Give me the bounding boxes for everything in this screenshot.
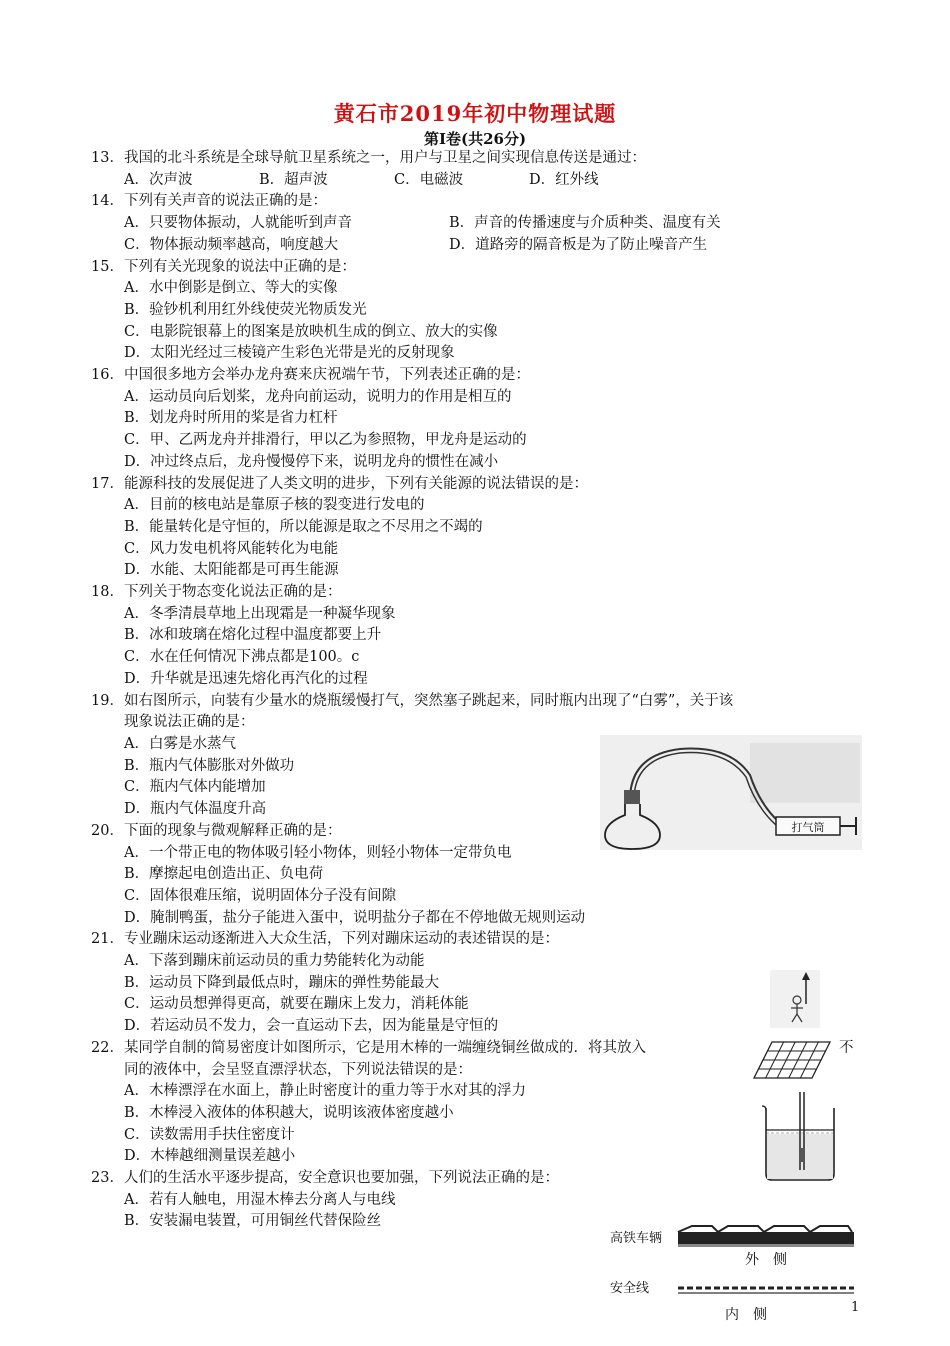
option-d: D．红外线 [529,171,599,188]
question-stem-line-1 [91,1038,861,1060]
safety-line-label: 安全线 [610,1281,650,1296]
option-d: D．升华就是迅速先熔化再汽化的过程 [124,670,368,687]
option-b: B．划龙舟时所用的桨是省力杠杆 [124,410,338,427]
question-18 [91,582,861,691]
option-d: D．若运动员不发力，会一直运动下去，因为能量是守恒的 [124,1018,499,1035]
pump-label: 打气筒 [791,821,825,834]
option-d: D．瓶内气体温度升高 [124,801,267,818]
option-b: B．声音的传播速度与介质种类、温度有关 [449,215,721,232]
question-stem-line-2: 现象说法正确的是： [124,714,255,731]
beaker-densimeter-figure [760,1090,840,1182]
option-b: B．木棒浸入液体的体积越大，说明该液体密度越小 [124,1104,454,1121]
option-c: C．水在任何情况下沸点都是100。c [124,649,360,666]
question-stem: 13．我国的北斗系统是全球导航卫星系统之一，用户与卫星之间实现信息传送是通过： [91,150,646,166]
train-platform-figure [608,1220,858,1342]
flask-pump-figure [600,735,862,850]
question-stem: 17．能源科技的发展促进了人类文明的进步，下列有关能源的说法错误的是： [91,475,588,492]
option-d: D．水能、太阳能都是可再生能源 [124,562,339,579]
question-stem-line-1: 19．如右图所示，向装有少量水的烧瓶缓慢打气，突然塞子跳起来，同时瓶内出现了“白雾”，关于该 [91,692,734,709]
option-d: D．腌制鸭蛋，盐分子能进入蛋中，说明盐分子都在不停地做无规则运动 [124,909,586,926]
option-row [91,235,861,257]
option-b: B．摩擦起电创造出正、负电荷 [124,866,324,883]
option-c: C．风力发电机将风能转化为电能 [124,540,339,557]
option-c: C．固体很难压缩，说明固体分子没有间隙 [124,887,397,904]
question-stem: 15．下列有关光现象的说法中正确的是： [91,258,356,275]
question-stem: 14．下列有关声音的说法正确的是： [91,193,327,210]
option-c: C．甲、乙两龙舟并排滑行，甲以乙为参照物，甲龙舟是运动的 [124,432,527,449]
question-13 [91,148,861,191]
question-list [91,148,861,1233]
page-number: 1 [851,1300,860,1315]
option-b: B．运动员下降到最低点时，蹦床的弹性势能最大 [124,974,440,991]
train-label: 高铁车辆 [610,1231,663,1246]
option-a: A．目前的核电站是靠原子核的裂变进行发电的 [124,497,425,514]
question-stem: 18．下列关于物态变化说法正确的是： [91,584,342,601]
option-b: B．验钞机利用红外线使荧光物质发光 [124,301,367,318]
question-stem: 23．人们的生活水平逐步提高，安全意识也要加强，下列说法正确的是： [91,1170,559,1187]
option-a: A．一个带正电的物体吸引轻小物体，则轻小物体一定带负电 [124,844,512,861]
option-d: D．冲过终点后，龙舟慢慢停下来，说明龙舟的惯性在减小 [124,453,499,470]
option-c: C．电磁波 [394,171,464,188]
outer-side-label: 外 侧 [745,1252,787,1268]
question-21 [91,929,861,1038]
option-a: A．只要物体振动，人就能听到声音 [124,215,352,232]
question-22 [91,1038,861,1168]
question-stem: 16．中国很多地方会举办龙舟赛来庆祝端午节，下列表述正确的是： [91,367,530,384]
option-a: A．木棒漂浮在水面上，静止时密度计的重力等于水对其的浮力 [124,1083,526,1100]
option-c: C．物体振动频率越高，响度越大 [124,236,339,253]
option-d: D．木棒越细测量误差越小 [124,1148,296,1165]
section-subtitle: 第Ⅰ卷(共26分) [423,130,527,148]
option-c: C．读数需用手扶住密度计 [124,1126,295,1143]
option-b: B．能量转化是守恒的，所以能源是取之不尽用之不竭的 [124,518,483,535]
trampoline-figure [770,970,820,1028]
option-a: A．次声波 [124,171,193,188]
question-stem: 21．专业蹦床运动逐渐进入大众生活，下列对蹦床运动的表述错误的是： [91,931,559,948]
question-17 [91,474,861,583]
option-d: D．太阳光经过三棱镜产生彩色光带是光的反射现象 [124,345,455,362]
option-a: A．水中倒影是倒立、等大的实像 [124,280,338,297]
question-15 [91,257,861,366]
question-16 [91,365,861,474]
inner-side-label: 内 侧 [725,1307,767,1323]
option-a: A．运动员向后划桨，龙舟向前运动，说明力的作用是相互的 [124,388,512,405]
option-a: A．下落到蹦床前运动员的重力势能转化为动能 [124,953,425,970]
question-stem: 20．下面的现象与微观解释正确的是： [91,822,342,839]
exam-title: 黄石市2019年初中物理试题 [333,101,617,126]
option-row [91,213,861,235]
option-b: B．安装漏电装置，可用铜丝代替保险丝 [124,1213,382,1230]
question-stem-line-2: 同的液体中，会呈竖直漂浮状态，下列说法错误的是： [124,1061,472,1078]
option-row [91,170,861,192]
trampoline-grid-figure [752,1040,832,1082]
question-stem-text: 22．某同学自制的简易密度计如图所示，它是用木棒的一端缠绕铜丝做成的．将其放入 [91,1039,646,1056]
question-stem-tail: 不 [839,1039,854,1056]
option-d: D．道路旁的隔音板是为了防止噪音产生 [449,236,708,253]
option-c: C．瓶内气体内能增加 [124,779,266,796]
option-b: B．冰和玻璃在熔化过程中温度都要上升 [124,627,382,644]
question-14 [91,191,861,256]
option-b: B．超声波 [259,171,328,188]
option-c: C．电影院银幕上的图案是放映机生成的倒立、放大的实像 [124,323,498,340]
option-b: B．瓶内气体膨胀对外做功 [124,757,295,774]
option-c: C．运动员想弹得更高，就要在蹦床上发力，消耗体能 [124,996,469,1013]
option-a: A．白雾是水蒸气 [124,735,236,752]
option-a: A．冬季清晨草地上出现霜是一种凝华现象 [124,605,396,622]
option-a: A．若有人触电，用湿木棒去分离人与电线 [124,1191,396,1208]
